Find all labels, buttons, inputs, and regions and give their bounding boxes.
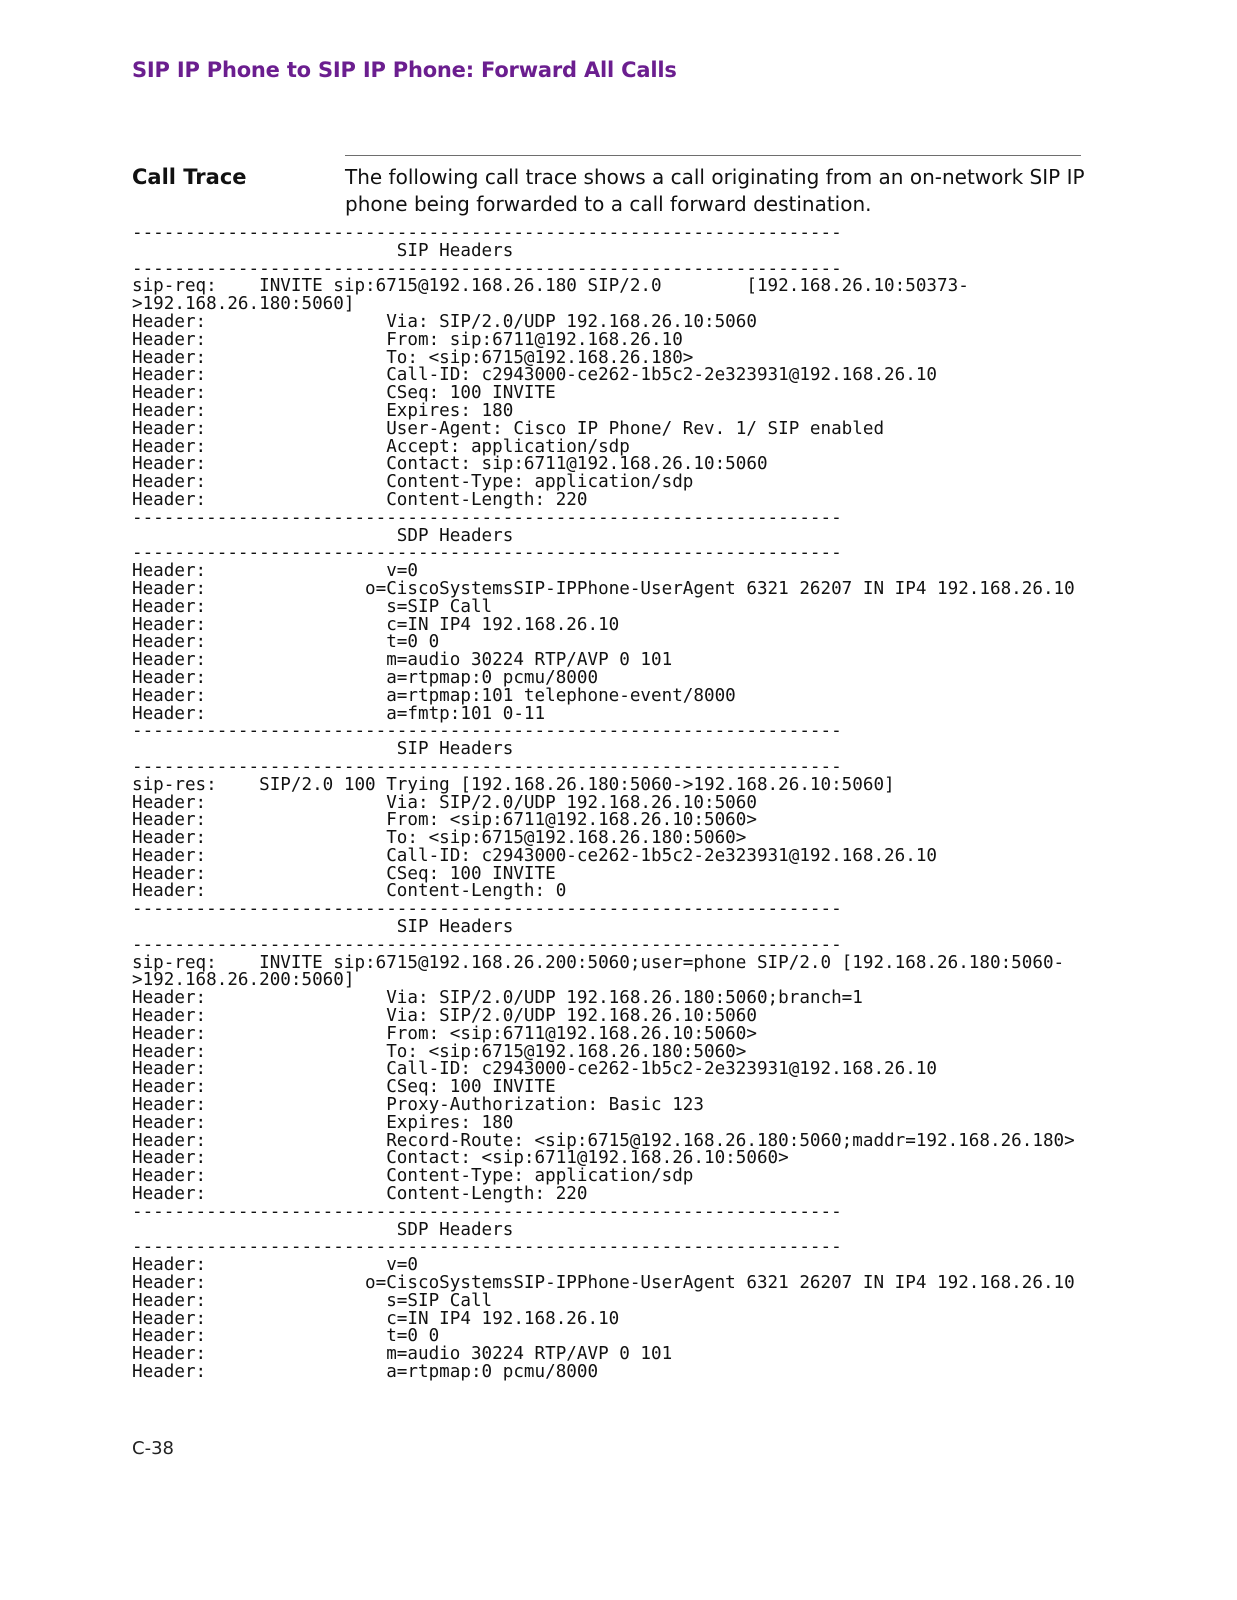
running-head: SIP IP Phone to SIP IP Phone: Forward All Calls <box>132 58 677 82</box>
trace-line: Header: Contact: sip:6711@192.168.26.10:5060 <box>132 454 768 475</box>
trace-line: ------------------------------------------------------------------- <box>132 934 842 955</box>
trace-line: Header: o=CiscoSystemsSIP-IPPhone-UserAgent 6321 26207 IN IP4 192.168.26.10 <box>132 578 1075 599</box>
trace-line: Header: Via: SIP/2.0/UDP 192.168.26.10:5060 <box>132 311 757 332</box>
trace-line: ------------------------------------------------------------------- <box>132 899 842 920</box>
trace-line: ------------------------------------------------------------------- <box>132 1201 842 1222</box>
trace-line: ------------------------------------------------------------------- <box>132 543 842 564</box>
trace-line: sip-req: INVITE sip:6715@192.168.26.180 SIP/2.0 [192.168.26.10:50373- <box>132 276 969 297</box>
trace-line: Header: Via: SIP/2.0/UDP 192.168.26.10:5060 <box>132 1006 757 1027</box>
trace-line: Header: c=IN IP4 192.168.26.10 <box>132 1308 620 1329</box>
trace-line: Header: Call-ID: c2943000-ce262-1b5c2-2e323931@192.168.26.10 <box>132 1059 938 1080</box>
trace-line: Header: Call-ID: c2943000-ce262-1b5c2-2e323931@192.168.26.10 <box>132 845 938 866</box>
trace-line: SDP Headers <box>132 525 514 546</box>
trace-line: Header: s=SIP Call <box>132 596 493 617</box>
call-trace <box>132 225 1132 1382</box>
trace-line: Header: o=CiscoSystemsSIP-IPPhone-UserAgent 6321 26207 IN IP4 192.168.26.10 <box>132 1273 1075 1294</box>
trace-line: Header: m=audio 30224 RTP/AVP 0 101 <box>132 650 673 671</box>
trace-line: Header: t=0 0 <box>132 632 440 653</box>
trace-line: ------------------------------------------------------------------- <box>132 721 842 742</box>
trace-line: Header: a=rtpmap:101 telephone-event/8000 <box>132 685 736 706</box>
trace-line: ------------------------------------------------------------------- <box>132 1237 842 1258</box>
trace-line: SIP Headers <box>132 917 514 938</box>
trace-line: Header: CSeq: 100 INVITE <box>132 383 556 404</box>
trace-line: SIP Headers <box>132 240 514 261</box>
trace-line: ------------------------------------------------------------------- <box>132 507 842 528</box>
trace-line: Header: Proxy-Authorization: Basic 123 <box>132 1095 704 1116</box>
section-title: Call Trace <box>132 165 247 189</box>
page-number: C-38 <box>132 1438 174 1459</box>
trace-line: Header: Expires: 180 <box>132 400 514 421</box>
trace-line: Header: Via: SIP/2.0/UDP 192.168.26.180:5060;branch=1 <box>132 988 863 1009</box>
section-rule <box>345 155 1081 156</box>
trace-line: ------------------------------------------------------------------- <box>132 756 842 777</box>
trace-line: sip-res: SIP/2.0 100 Trying [192.168.26.180:5060->192.168.26.10:5060] <box>132 774 895 795</box>
trace-line: Header: Content-Type: application/sdp <box>132 1166 694 1187</box>
trace-line: >192.168.26.200:5060] <box>132 970 355 991</box>
trace-line: SIP Headers <box>132 739 514 760</box>
trace-line: Header: From: sip:6711@192.168.26.10 <box>132 329 683 350</box>
trace-line: Header: t=0 0 <box>132 1326 440 1347</box>
trace-line: Header: a=rtpmap:0 pcmu/8000 <box>132 1362 599 1382</box>
trace-line: Header: v=0 <box>132 561 418 582</box>
trace-line: Header: v=0 <box>132 1255 418 1276</box>
trace-line: Header: CSeq: 100 INVITE <box>132 863 556 884</box>
trace-line: Header: To: <sip:6715@192.168.26.180:5060> <box>132 1041 747 1062</box>
trace-line: Header: Content-Length: 220 <box>132 1184 588 1205</box>
trace-line: Header: Expires: 180 <box>132 1112 514 1133</box>
trace-line: Header: To: <sip:6715@192.168.26.180> <box>132 347 694 368</box>
trace-line: Header: To: <sip:6715@192.168.26.180:5060> <box>132 828 747 849</box>
trace-line: Header: Content-Length: 0 <box>132 881 567 902</box>
trace-line: >192.168.26.180:5060] <box>132 294 355 315</box>
trace-line: Header: Content-Type: application/sdp <box>132 472 694 493</box>
trace-line: Header: Via: SIP/2.0/UDP 192.168.26.10:5060 <box>132 792 757 813</box>
trace-line: ------------------------------------------------------------------- <box>132 258 842 279</box>
trace-line: Header: m=audio 30224 RTP/AVP 0 101 <box>132 1344 673 1365</box>
trace-line: Header: User-Agent: Cisco IP Phone/ Rev. 1/ SIP enabled <box>132 418 885 439</box>
trace-line: Header: CSeq: 100 INVITE <box>132 1077 556 1098</box>
trace-line: Header: From: <sip:6711@192.168.26.10:5060> <box>132 810 757 831</box>
trace-line: Header: Record-Route: <sip:6715@192.168.26.180:5060;maddr=192.168.26.180> <box>132 1130 1075 1151</box>
trace-line: sip-req: INVITE sip:6715@192.168.26.200:5060;user=phone SIP/2.0 [192.168.26.180:5060- <box>132 952 1065 973</box>
trace-line: SDP Headers <box>132 1219 514 1240</box>
trace-line: Header: a=rtpmap:0 pcmu/8000 <box>132 667 599 688</box>
intro-paragraph: The following call trace shows a call originating from an on-network SIP IP phone being forwarded to a call forward destination. <box>345 165 1085 216</box>
trace-line: Header: Accept: application/sdp <box>132 436 630 457</box>
trace-line: Header: From: <sip:6711@192.168.26.10:5060> <box>132 1023 757 1044</box>
trace-line: Header: Content-Length: 220 <box>132 489 588 510</box>
trace-line: Header: Call-ID: c2943000-ce262-1b5c2-2e323931@192.168.26.10 <box>132 365 938 386</box>
trace-line: Header: s=SIP Call <box>132 1290 493 1311</box>
trace-line: Header: Contact: <sip:6711@192.168.26.10:5060> <box>132 1148 789 1169</box>
trace-line: Header: a=fmtp:101 0-11 <box>132 703 546 724</box>
trace-line: ------------------------------------------------------------------- <box>132 223 842 243</box>
trace-line: Header: c=IN IP4 192.168.26.10 <box>132 614 620 635</box>
